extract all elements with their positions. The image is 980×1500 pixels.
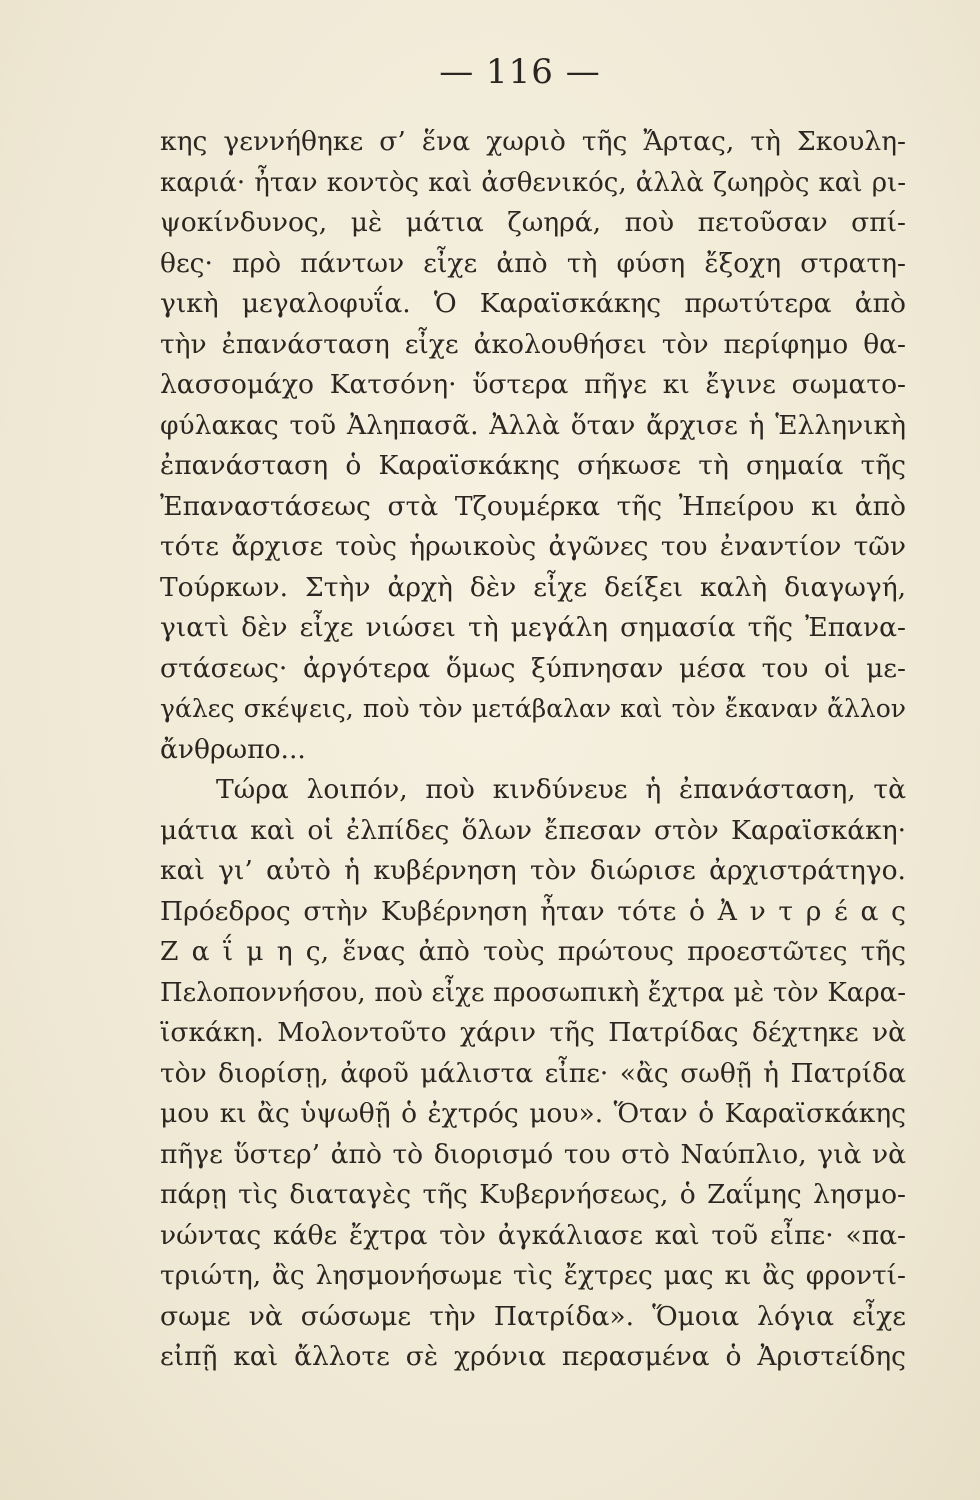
- text-line: σωμε νὰ σώσωμε τὴν Πατρίδα». Ὅμοια λόγια εἶχε: [160, 1300, 906, 1332]
- text-line: θες· πρὸ πάντων εἶχε ἀπὸ τὴ φύση ἔξοχη στρατη-: [160, 247, 906, 279]
- text-line: ψοκίνδυνος, μὲ μάτια ζωηρά, ποὺ πετοῦσαν σπί-: [160, 207, 906, 238]
- text-line: φύλακας τοῦ Ἀληπασᾶ. Ἀλλὰ ὅταν ἄρχισε ἡ Ἑλληνικὴ: [160, 409, 906, 441]
- body-text: [160, 122, 906, 1378]
- text-line: στάσεως· ἀργότερα ὅμως ξύπνησαν μέσα του οἱ με-: [160, 652, 906, 684]
- text-line: μου κι ἂς ὑψωθῇ ὁ ἐχτρός μου». Ὅταν ὁ Καραϊσκάκης: [160, 1098, 906, 1129]
- text-line: ἐπανάσταση ὁ Καραϊσκάκης σήκωσε τὴ σημαία τῆς: [160, 450, 906, 481]
- text-line: Ζ α ΐ μ η ς, ἕνας ἀπὸ τοὺς πρώτους προεστῶτες τῆς: [160, 936, 906, 967]
- text-line: κης γεννήθηκε σ’ ἕνα χωριὸ τῆς Ἄρτας, τὴ Σκουλη-: [160, 126, 906, 157]
- page-number: — 116 —: [439, 52, 601, 92]
- text-line: γιατὶ δὲν εἶχε νιώσει τὴ μεγάλη σημασία τῆς Ἐπανα-: [160, 612, 906, 643]
- text-line: τριώτη, ἂς λησμονήσωμε τὶς ἔχτρες μας κι ἂς φροντί-: [160, 1260, 906, 1291]
- text-line: Πελοποννήσου, ποὺ εἶχε προσωπικὴ ἔχτρα μὲ τὸν Καρα-: [160, 977, 906, 1008]
- text-line: γάλες σκέψεις, ποὺ τὸν μετάβαλαν καὶ τὸν ἔκαναν ἄλλον: [160, 694, 906, 723]
- text-line: τὸν διορίσῃ, ἀφοῦ μάλιστα εἶπε· «ἂς σωθῇ ἡ Πατρίδα: [160, 1057, 906, 1089]
- text-line: Ἐπαναστάσεως στὰ Τζουμέρκα τῆς Ἠπείρου κι ἀπὸ: [160, 490, 906, 522]
- text-line: Τούρκων. Στὴν ἀρχὴ δὲν εἶχε δείξει καλὴ διαγωγή,: [160, 571, 906, 603]
- text-line: τὴν ἐπανάσταση εἶχε ἀκολουθήσει τὸν περίφημο θα-: [160, 328, 906, 360]
- text-line: εἰπῇ καὶ ἄλλοτε σὲ χρόνια περασμένα ὁ Ἀριστείδης: [160, 1341, 906, 1372]
- text-line: λασσομάχο Κατσόνη· ὕστερα πῆγε κι ἔγινε σωματο-: [160, 369, 906, 400]
- text-line: μάτια καὶ οἱ ἐλπίδες ὅλων ἔπεσαν στὸν Καραϊσκάκη·: [160, 814, 906, 846]
- paragraph-start-line: Τώρα λοιπόν, ποὺ κινδύνευε ἡ ἐπανάσταση, τὰ: [216, 774, 906, 805]
- text-line: Πρόεδρος στὴν Κυβέρνηση ἦταν τότε ὁ Ἀ ν τ ρ έ α ς: [160, 895, 906, 927]
- text-line: καὶ γι’ αὐτὸ ἡ κυβέρνηση τὸν διώρισε ἀρχιστράτηγο.: [160, 855, 906, 886]
- text-line: ϊσκάκη. Μολοντοῦτο χάριν τῆς Πατρίδας δέχτηκε νὰ: [160, 1017, 906, 1048]
- text-line: καριά· ἦταν κοντὸς καὶ ἀσθενικός, ἀλλὰ ζωηρὸς καὶ ρι-: [160, 167, 906, 198]
- paragraph-end-line: ἄνθρωπο...: [160, 733, 306, 765]
- text-line: τότε ἄρχισε τοὺς ἡρωικοὺς ἀγῶνες του ἐναντίον τῶν: [160, 531, 906, 562]
- text-line: γικὴ μεγαλοφυΐα. Ὁ Καραϊσκάκης πρωτύτερα ἀπὸ: [160, 288, 906, 319]
- text-line: πάρῃ τὶς διαταγὲς τῆς Κυβερνήσεως, ὁ Ζαΐμης λησμο-: [160, 1179, 906, 1210]
- text-line: νώντας κάθε ἔχτρα τὸν ἀγκάλιασε καὶ τοῦ εἶπε· «πα-: [160, 1219, 906, 1251]
- text-line: πῆγε ὕστερ’ ἀπὸ τὸ διορισμό του στὸ Ναύπλιο, γιὰ νὰ: [160, 1138, 906, 1170]
